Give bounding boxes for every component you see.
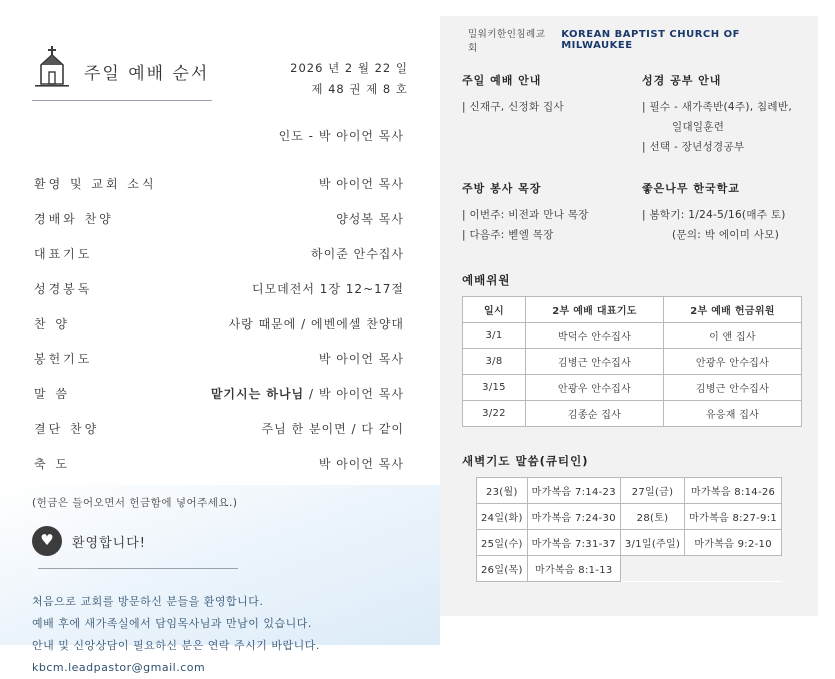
kitchen-column [462,180,624,246]
korean-school-subline: (문의: 박 에이미 사모) [672,228,780,241]
table-cell: 김병근 안수집사 [664,374,802,400]
bible-study-line: | 필수 - 새가족반(4주), 침례반, [642,101,792,113]
order-label: 성경봉독 [34,282,93,296]
korean-school-column [642,180,804,246]
bible-study-title: 성경 공부 안내 [642,74,722,87]
table-row [463,322,802,348]
kitchen-title: 주방 봉사 목장 [462,181,542,195]
table-cell: 25일(수) [477,529,528,555]
dawn-prayer-title: 새벽기도 말씀(큐티인) [462,453,589,468]
table-cell: 3/15 [463,374,526,400]
table-cell: 3/1 [463,322,526,348]
table-cell: 마가복음 7:14-23 [527,477,620,503]
worship-info-column [462,72,624,158]
offering-note: (헌금은 들어오면서 헌금함에 넣어주세요.) [32,497,238,509]
order-label: 찬 양 [34,317,70,331]
table-cell: 이 앤 집사 [664,322,802,348]
issue-block [290,58,408,101]
order-row [32,446,408,481]
welcome-text: 환영합니다! [72,535,147,551]
table-cell: 23(월) [477,477,528,503]
visitor-note-line: 안내 및 신앙상담이 필요하신 분은 연락 주시기 바랍니다. [32,639,320,652]
page-title: 주일 예배 순서 [84,64,210,84]
order-value: 사랑 때문에 / 에벤에셀 찬양대 [228,317,404,331]
issue-volume: 제 48 권 제 8 호 [311,82,408,97]
table-cell: 마가복음 7:31-37 [527,529,620,555]
table-cell: 유응재 집사 [664,400,802,426]
order-label: 환영 및 교회 소식 [34,177,157,191]
table-cell-empty [685,555,782,581]
title-divider [32,100,212,101]
visitor-note-line: 처음으로 교회를 방문하신 분들을 환영합니다. [32,595,264,608]
order-label: 결단 찬양 [34,422,100,436]
kitchen-line: | 이번주: 비전과 만나 목장 [462,208,589,221]
table-row [477,529,782,555]
table-cell: 마가복음 8:14-26 [685,477,782,503]
sermon-title: 맡기시는 하나님 [210,387,305,401]
service-leader: 인도 - 박 아이언 목사 [278,129,404,143]
table-row [463,374,802,400]
order-row [32,306,408,341]
order-label: 대표기도 [34,247,93,261]
visitor-note [32,591,408,679]
order-row-sermon [32,376,408,411]
table-cell: 27일(금) [620,477,684,503]
worship-info-title: 주일 예배 안내 [462,74,542,87]
order-value: 박 아이언 목사 [318,352,404,366]
column-header: 일시 [463,296,526,322]
table-cell: 26일(목) [477,555,528,581]
order-row [32,236,408,271]
korean-school-line: | 봄학기: 1/24-5/16(매주 토) [642,208,786,221]
right-panel [440,16,818,616]
order-row [32,341,408,376]
church-icon [32,44,72,90]
worship-info-line: | 신재구, 신정화 집사 [462,101,564,113]
bible-study-column [642,72,804,158]
table-cell: 3/22 [463,400,526,426]
table-cell: 마가복음 7:24-30 [527,503,620,529]
issue-date: 2026 년 2 월 22 일 [290,61,408,75]
order-label: 축 도 [34,457,70,471]
order-label: 경배와 찬양 [34,212,114,226]
table-header-row [463,296,802,322]
order-row [32,166,408,201]
table-cell: 마가복음 8:27-9:1 [685,503,782,529]
worship-committee-table [462,296,802,427]
table-row [477,477,782,503]
order-value [211,385,404,402]
welcome-divider [38,568,238,569]
table-cell: 김병근 안수집사 [526,348,664,374]
church-name-english: KOREAN BAPTIST CHURCH OF MILWAUKEE [561,29,740,51]
table-cell: 3/1일(주일) [620,529,684,555]
church-name-header [454,26,804,54]
table-cell: 마가복음 8:1-13 [527,555,620,581]
table-cell: 김종순 집사 [526,400,664,426]
table-cell: 마가복음 9:2-10 [685,529,782,555]
korean-school-title: 좋은나무 한국학교 [642,181,740,195]
table-cell: 안광우 안수집사 [664,348,802,374]
order-value: 주님 한 분이면 / 다 같이 [261,422,404,436]
kitchen-line: | 다음주: 벧엘 목장 [462,228,554,241]
table-cell: 박덕수 안수집사 [526,322,664,348]
order-row [32,411,408,446]
church-name-korean: 밀워키한인침례교회 [468,29,546,54]
worship-committee-title: 예배위원 [462,272,511,287]
table-cell-empty [620,555,684,581]
order-value: 하이준 안수집사 [311,247,404,261]
order-value: 디모데전서 1장 12~17절 [251,282,404,296]
table-cell: 3/8 [463,348,526,374]
order-label: 봉헌기도 [34,352,93,366]
column-header: 2부 예배 대표기도 [526,296,664,322]
order-label: 말 씀 [34,387,70,401]
order-value: 박 아이언 목사 [318,177,404,191]
contact-email: kbcm.leadpastor@gmail.com [32,661,206,674]
order-row [32,201,408,236]
table-cell: 28(토) [620,503,684,529]
table-cell: 24일(화) [477,503,528,529]
order-value: 박 아이언 목사 [318,457,404,471]
bible-study-line: | 선택 - 장년성경공부 [642,140,745,153]
info-columns [454,72,804,158]
order-value: 양성복 목사 [336,212,404,226]
order-of-service-list [32,166,408,481]
table-row [463,400,802,426]
heart-icon [32,526,62,556]
dawn-prayer-table [476,477,782,582]
order-row [32,271,408,306]
bible-study-subline: 일대일훈련 [672,120,725,133]
table-row [477,503,782,529]
table-row [477,555,782,581]
sermon-preacher: / 박 아이언 목사 [304,387,404,401]
visitor-note-line: 예배 후에 새가족실에서 담임목사님과 만남이 있습니다. [32,617,312,630]
table-row [463,348,802,374]
welcome-row [32,526,408,556]
info-columns-second [454,180,804,246]
column-header: 2부 예배 헌금위원 [664,296,802,322]
table-cell: 안광우 안수집사 [526,374,664,400]
